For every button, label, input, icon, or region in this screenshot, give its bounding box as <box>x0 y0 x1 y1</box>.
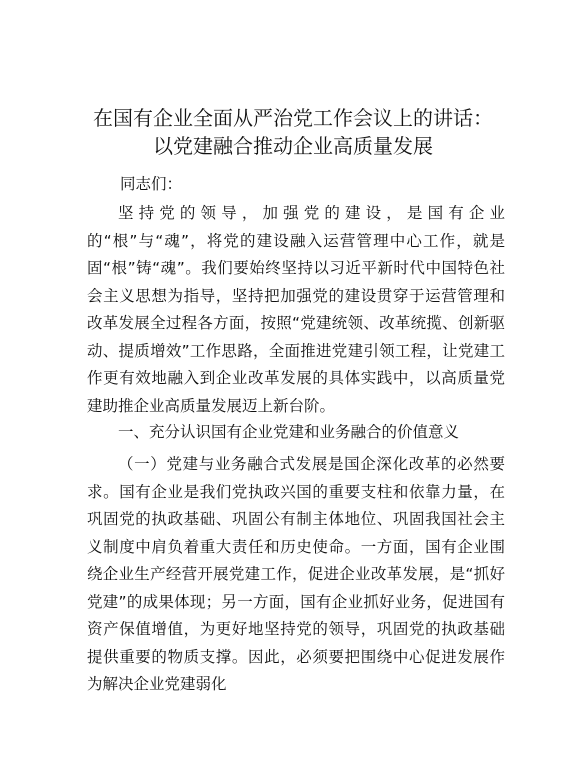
paragraph-intro-text: 坚持党的领导，加强党的建设，是国有企业的“根”与“魂”，将党的建设融入运营管理中心工作，就是固“根”铸“魂”。我们要始终坚持以习近平新时代中国特色社会主义思想为指导，坚持把加强党的建设贯穿于运营管理和改革发展全过程各方面，按照“党建统领、改革统揽、创新驱动、提质增效”工作思路，全面推进党建引领工程，让党建工作更有效地融入到企业改革发展的具体实践中，以高质量党建助推企业高质量发展迈上新台阶。 <box>87 204 505 415</box>
paragraph-intro <box>87 200 505 420</box>
section-heading-text: 一、充分认识国有企业党建和业务融合的价值意义 <box>118 423 460 441</box>
salutation: 同志们： <box>120 175 183 193</box>
section-heading <box>87 419 505 447</box>
paragraph-section-one <box>87 451 505 699</box>
paragraph-section-one-text: （一）党建与业务融合式发展是国企深化改革的必然要求。国有企业是我们党执政兴国的重要支柱和依靠力量，在巩固党的执政基础、巩固公有制主体地位、巩固我国社会主义制度中肩负着重大责任和历史使命。一方面，国有企业围绕企业生产经营开展党建工作，促进企业改革发展，是“抓好党建”的成果体现；另一方面，国有企业抓好业务，促进国有资产保值增值，为更好地坚持党的领导，巩固党的执政基础提供重要的物质支撑。因此，必须要把围绕中心促进发展作为解决企业党建弱化 <box>87 455 505 693</box>
document-title-line-2: 以党建融合推动企业高质量发展 <box>153 134 433 158</box>
document-title-line-1: 在国有企业全面从严治党工作会议上的讲话： <box>93 106 493 130</box>
